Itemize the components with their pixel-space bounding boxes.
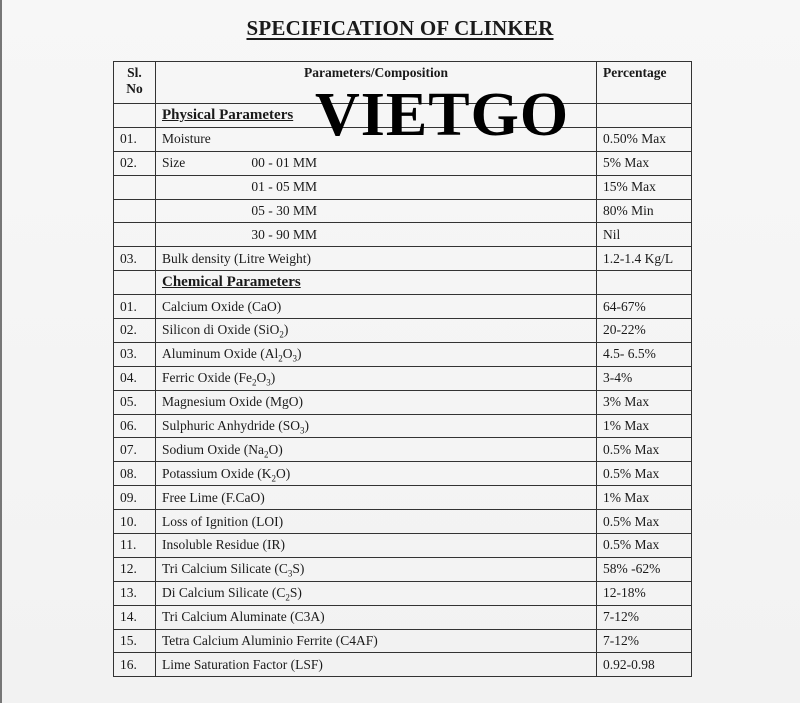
row-parameter — [156, 247, 597, 271]
parameter-name: Aluminum Oxide (Al — [162, 346, 279, 362]
row-sl-no: 14. — [114, 605, 156, 629]
row-sl-no — [114, 199, 156, 223]
table-row — [114, 342, 692, 366]
row-value: 1% Max — [597, 486, 692, 510]
row-value: 4.5- 6.5% — [597, 342, 692, 366]
row-value: 20-22% — [597, 319, 692, 343]
row-parameter — [156, 462, 597, 486]
row-value: 1.2-1.4 Kg/L — [597, 247, 692, 271]
row-sl-no: 16. — [114, 653, 156, 677]
header-percentage: Percentage — [597, 62, 692, 104]
row-value: 0.50% Max — [597, 127, 692, 151]
size-range: 30 - 90 MM — [251, 226, 318, 242]
row-parameter — [156, 534, 597, 558]
formula-part: O — [256, 370, 267, 386]
row-value: 58% -62% — [597, 557, 692, 581]
table-row — [114, 295, 692, 319]
table-row — [114, 629, 692, 653]
row-value: 3% Max — [597, 390, 692, 414]
row-sl-no — [114, 223, 156, 247]
table-row — [114, 510, 692, 534]
chemical-heading — [156, 271, 597, 295]
row-value: 3-4% — [597, 366, 692, 390]
parameter-name: Free Lime (F.CaO) — [162, 489, 265, 505]
row-sl-no: 06. — [114, 414, 156, 438]
row-parameter — [156, 390, 597, 414]
row-parameter — [156, 342, 597, 366]
chemical-heading-text: Chemical Parameters — [162, 274, 301, 291]
parameter-name: Magnesium Oxide (MgO) — [162, 394, 303, 410]
parameter-name: Calcium Oxide (CaO) — [162, 298, 282, 314]
formula-tail: ) — [283, 322, 289, 338]
row-parameter — [156, 510, 597, 534]
table-row — [114, 151, 692, 175]
header-sl-no: Sl. No — [114, 62, 156, 104]
row-parameter — [156, 438, 597, 462]
row-sl-no: 01. — [114, 127, 156, 151]
table-row — [114, 534, 692, 558]
formula-tail: S) — [289, 585, 302, 601]
table-row — [114, 486, 692, 510]
row-parameter — [156, 223, 597, 247]
subscript: 2 — [278, 354, 283, 365]
parameter-name: Lime Saturation Factor (LSF) — [162, 656, 323, 672]
row-parameter — [156, 295, 597, 319]
table-row — [114, 653, 692, 677]
row-parameter — [156, 199, 597, 223]
row-sl-no: 03. — [114, 247, 156, 271]
parameter-name: Silicon di Oxide (SiO — [162, 322, 280, 338]
row-value: 0.5% Max — [597, 438, 692, 462]
table-row — [114, 247, 692, 271]
formula-part: O — [282, 346, 293, 362]
page-title: SPECIFICATION OF CLINKER — [246, 16, 554, 40]
blank-cell — [114, 271, 156, 295]
subscript: 3 — [300, 425, 305, 436]
row-sl-no: 02. — [114, 319, 156, 343]
parameter-name: Sulphuric Anhydride (SO — [162, 418, 300, 434]
row-value: 7-12% — [597, 629, 692, 653]
size-range: 01 - 05 MM — [251, 179, 318, 195]
subscript: 2 — [285, 592, 290, 603]
row-parameter — [156, 581, 597, 605]
table-row — [114, 199, 692, 223]
subscript: 2 — [271, 473, 276, 484]
physical-heading: Physical Parameters — [156, 104, 597, 128]
row-sl-no: 03. — [114, 342, 156, 366]
row-parameter — [156, 629, 597, 653]
row-parameter — [156, 486, 597, 510]
parameter-name: Loss of Ignition (LOI) — [162, 513, 284, 529]
size-range: 05 - 30 MM — [251, 203, 318, 218]
parameter-name: Tetra Calcium Aluminio Ferrite (C4AF) — [162, 633, 378, 649]
row-parameter — [156, 366, 597, 390]
formula-tail: ) — [304, 418, 309, 434]
parameter-label: Size — [162, 155, 186, 171]
subscript: 3 — [266, 377, 271, 388]
row-sl-no: 09. — [114, 486, 156, 510]
formula-tail: S) — [292, 561, 305, 577]
table-row — [114, 319, 692, 343]
parameter-label: Moisture — [162, 131, 211, 147]
formula-tail: O) — [268, 441, 283, 457]
parameter-name: Potassium Oxide (K — [162, 465, 272, 481]
table-row — [114, 175, 692, 199]
row-parameter — [156, 151, 597, 175]
row-sl-no: 07. — [114, 438, 156, 462]
row-value: 0.92-0.98 — [597, 653, 692, 677]
row-parameter — [156, 605, 597, 629]
parameter-name: Tri Calcium Silicate (C — [162, 561, 288, 577]
row-parameter — [156, 557, 597, 581]
row-value: 0.5% Max — [597, 462, 692, 486]
row-sl-no: 13. — [114, 581, 156, 605]
parameter-name: Ferric Oxide (Fe — [162, 370, 252, 386]
row-sl-no: 02. — [114, 151, 156, 175]
row-value: 1% Max — [597, 414, 692, 438]
table-row — [114, 366, 692, 390]
table-row — [114, 557, 692, 581]
row-sl-no: 01. — [114, 295, 156, 319]
formula-tail: O) — [276, 465, 291, 481]
parameter-name: Di Calcium Silicate (C — [162, 585, 286, 601]
table-row — [114, 438, 692, 462]
table-row — [114, 390, 692, 414]
left-border — [0, 0, 2, 703]
chemical-section-row — [114, 271, 692, 295]
parameter-name: Sodium Oxide (Na — [162, 441, 264, 457]
table-row — [114, 581, 692, 605]
row-value: Nil — [597, 223, 692, 247]
row-sl-no: 11. — [114, 534, 156, 558]
table-row — [114, 414, 692, 438]
row-value: 12-18% — [597, 581, 692, 605]
row-value: 0.5% Max — [597, 510, 692, 534]
subscript: 3 — [287, 569, 293, 580]
row-value: 7-12% — [597, 605, 692, 629]
subscript: 2 — [251, 377, 257, 388]
row-value: 15% Max — [597, 175, 692, 199]
row-value: 80% Min — [597, 199, 692, 223]
watermark-logo: VIETGO — [315, 81, 570, 149]
formula-tail: ) — [270, 370, 276, 386]
table-row — [114, 605, 692, 629]
row-parameter — [156, 175, 597, 199]
table-row — [114, 462, 692, 486]
parameter-name: Insoluble Residue (IR) — [162, 537, 285, 553]
parameter-name: Tri Calcium Aluminate (C3A) — [162, 609, 325, 625]
row-sl-no: 08. — [114, 462, 156, 486]
row-sl-no: 12. — [114, 557, 156, 581]
row-parameter — [156, 319, 597, 343]
row-value: 0.5% Max — [597, 534, 692, 558]
row-value: 64-67% — [597, 295, 692, 319]
table-row — [114, 223, 692, 247]
spec-table — [113, 61, 692, 677]
header-parameters: Parameters/Composition — [156, 62, 597, 104]
subscript: 2 — [279, 330, 284, 341]
row-sl-no: 04. — [114, 366, 156, 390]
row-value: 5% Max — [597, 151, 692, 175]
subscript: 2 — [264, 449, 269, 460]
row-sl-no: 15. — [114, 629, 156, 653]
row-parameter — [156, 414, 597, 438]
subscript: 3 — [292, 354, 297, 365]
row-parameter — [156, 653, 597, 677]
size-range: 00 - 01 MM — [251, 155, 318, 171]
row-sl-no: 05. — [114, 390, 156, 414]
blank-cell — [597, 271, 692, 295]
row-sl-no — [114, 175, 156, 199]
row-sl-no: 10. — [114, 510, 156, 534]
formula-tail: ) — [297, 346, 302, 362]
parameter-label: Bulk density (Litre Weight) — [162, 250, 312, 266]
